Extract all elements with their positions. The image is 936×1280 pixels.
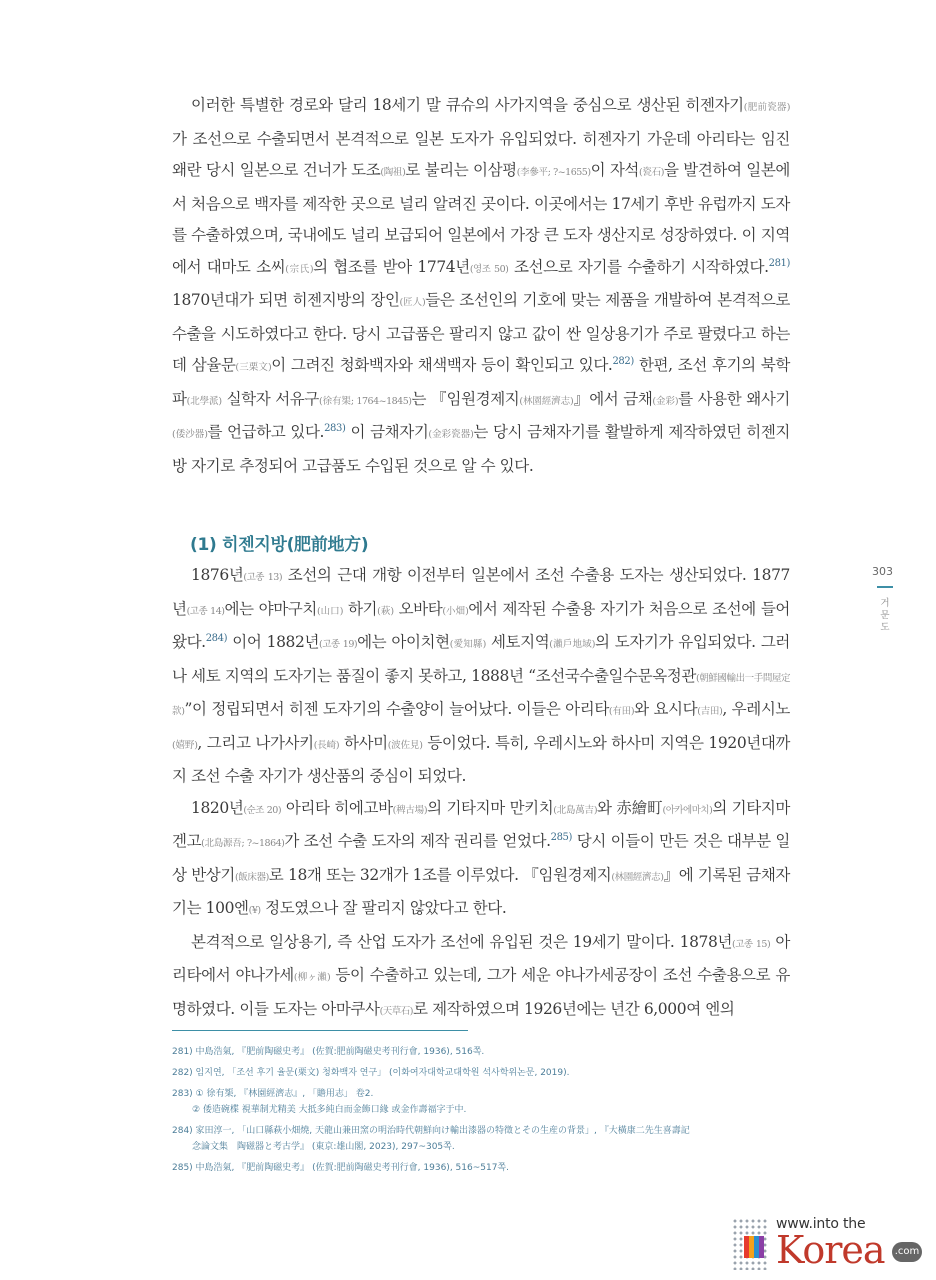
footnote-divider <box>172 1030 468 1031</box>
running-head: 거문도 <box>880 598 890 633</box>
footnote-ref-281[interactable]: 281) <box>768 257 790 269</box>
footnote-ref-283[interactable]: 283) <box>324 423 346 434</box>
intothekorea-logo <box>728 1214 928 1274</box>
logo-wordmark: Korea <box>776 1228 885 1272</box>
page-number: 303 <box>872 565 893 578</box>
page-number-rule <box>877 586 893 588</box>
footnote-ref-282[interactable]: 282) <box>612 356 634 367</box>
footnote-ref-285[interactable]: 285) <box>550 832 573 843</box>
section-paragraph-2: 1820년(순조 20) 아리타 히에고바(稗古場)의 기타지마 만키치(北島萬吉)와 赤繪町(아카에마치)의 기타지마 겐고(北島源吾; ?~1864)가 조선 수출 도자의 제작 권리를 얻었다.$^{285)}$ 당시 이들이 만든 것은 대부분 일상 반상기(飯床器)로 18개 또는 32개가 1조를 이루었다. 『임원경제지(林園經濟志)』에 기록된 금채자기는 100엔(¥) 정도였으나 잘 팔리지 않았다고 한다. <box>172 798 790 917</box>
footnote-283: 283) ① 徐有榘, 『林園經濟志』, 「贍用志」 卷2. ② 倭造碗楪 視華制尤精美 大抵多純白而金飾口緣 或金作壽福字于中. <box>172 1089 467 1115</box>
section-paragraph-1: 1876년(고종 13) 조선의 근대 개항 이전부터 일본에서 조선 수출용 도자는 생산되었다. 1877년(고종 14)에는 야마구치(山口) 하기(萩) 오바타(小畑)에서 제작된 수출용 자기가 처음으로 조선에 들어왔다.$^{284)}$ 이어 1882년(고종 19)에는 아이치현(愛知縣) 세토지역(瀨戶地域)의 도자기가 유입되었다. 그러나 세토 지역의 도자기는 품질이 좋지 못하고, 1888년 “조선국수출일수문옥정관(朝鮮國輸出一手問屋定款)”이 정립되면서 히젠 도자기의 수출양이 늘어났다. 이들은 아리타(有田)와 요시다(吉田), 우레시노(嬉野), 그리고 나가사키(長崎) 하사미(波佐見) 등이었다. 특히, 우레시노와 하사미 지역은 1920년대까지 조선 수출 자기가 생산품의 중심이 되었다. <box>172 566 791 785</box>
section-heading: (1) 히젠지방(肥前地方) <box>190 535 369 555</box>
footnote-285: 285) 中島浩氣, 『肥前陶磁史考』 (佐賀:肥前陶磁史考刊行會, 1936), 516~517쪽. <box>172 1163 509 1173</box>
footnote-284: 284) 家田淳一, 「山口縣萩小畑燒, 天龍山兼田窯の明治時代朝鮮向け輸出漆器の特徵とその生産の背景」, 『大橫康二先生喜壽記 念論文集 陶磁器と考古学』 (東京:雄山閣, 2023), 297~305쪽. <box>172 1126 690 1152</box>
footnote-ref-284[interactable]: 284) <box>205 633 228 644</box>
logo-dotcom-badge: .com <box>892 1242 922 1262</box>
intro-paragraph: 이러한 특별한 경로와 달리 18세기 말 큐슈의 사가지역을 중심으로 생산된 히젠자기(肥前瓷器)가 조선으로 수출되면서 본격적으로 일본 도자가 유입되었다. 히젠자기 가운데 아리타는 임진왜란 당시 일본으로 건너가 도조(陶祖)로 불리는 이삼평(李參平; ?~1655)이 자석(瓷石)을 발견하여 일본에서 처음으로 백자를 제작한 곳으로 널리 알려진 곳이다. 이곳에서는 17세기 후반 유럽까지 도자를 수출하였으며, 국내에도 널리 보급되어 일본에서 가장 큰 도자 생산지로 성장하였다. 이 지역에서 대마도 소씨(宗氏)의 협조를 받아 1774년(영조 50) 조선으로 자기를 수출하기 시작하였다.$^{281)}$ 1870년대가 되면 히젠지방의 장인(匠人)들은 조선인의 기호에 맞는 제품을 개발하여 본격적으로 수출을 시도하였다고 한다. 당시 고급품은 팔리지 않고 값이 싼 일상용기가 주로 팔렸다고 하는데 삼율문(三栗文)이 그려진 청화백자와 채색백자 등이 확인되고 있다.$^{282)}$ 한편, 조선 후기의 북학파(北學派) 실학자 서유구(徐有榘; 1764~1845)는 『임원경제지(林園經濟志)』에서 금채(金彩)를 사용한 왜사기(倭沙器)를 언급하고 있다.$^{283)}$ 이 금채자기(金彩瓷器)는 당시 금채자기를 활발하게 제작하였던 히젠지방 자기로 추정되어 고급품도 수입된 것으로 알 수 있다. <box>172 96 791 475</box>
section-paragraph-3: 본격적으로 일상용기, 즉 산업 도자가 조선에 유입된 것은 19세기 말이다. 1878년(고종 15) 아리타에서 야나가세(柳ヶ瀨) 등이 수출하고 있는데, 그가 세운 야나가세공장이 조선 수출용으로 유명하였다. 이들 도자는 아마쿠사(天草石)로 제작하였으며 1926년에는 년간 6,000여 엔의 <box>172 932 790 1018</box>
footnotes <box>172 1044 792 1181</box>
footnote-281: 281) 中島浩氣, 『肥前陶磁史考』 (佐賀:肥前陶磁史考刊行會, 1936), 516쪽. <box>172 1047 485 1057</box>
section-body <box>172 560 790 1027</box>
logo-small-text: www.into the <box>776 1216 866 1232</box>
footnote-282: 282) 임지연, 「조선 후기 율문(栗文) 청화백자 연구」 (이화여자대학교대학원 석사학위논문, 2019). <box>172 1068 570 1078</box>
logo-color-block-icon <box>744 1236 764 1258</box>
